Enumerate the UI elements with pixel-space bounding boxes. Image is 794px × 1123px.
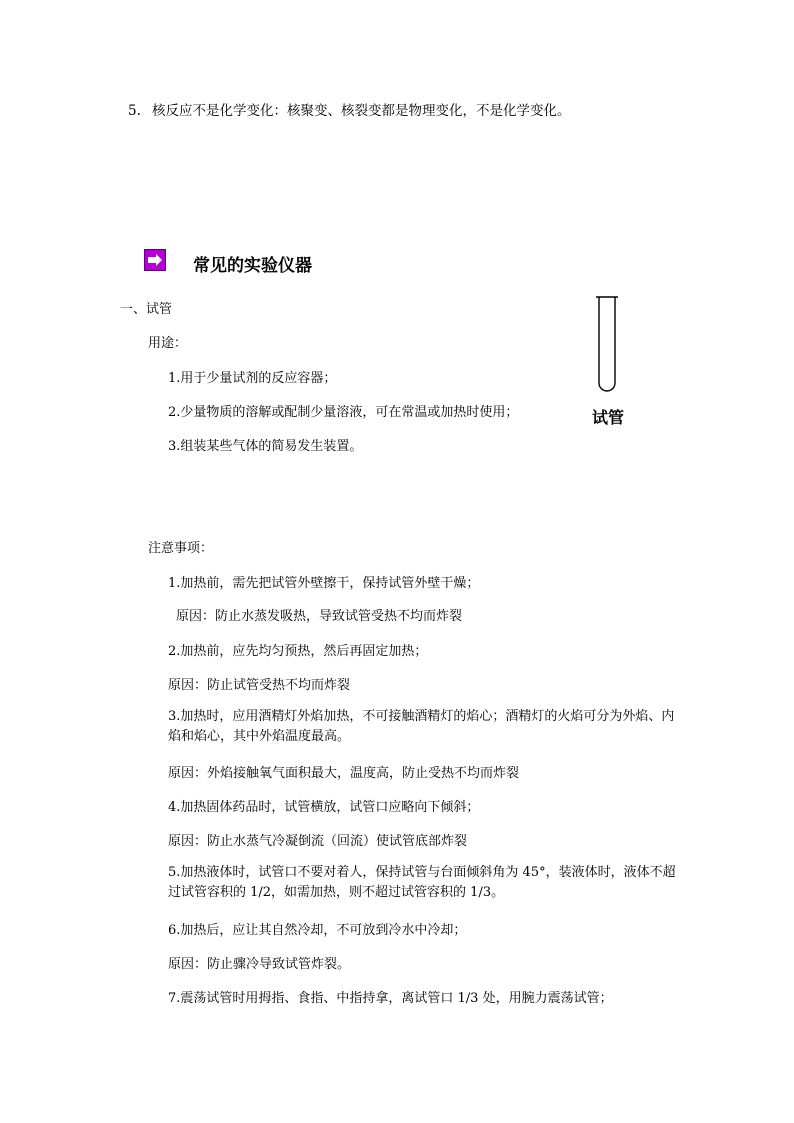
usage-item: 1.用于少量试剂的反应容器； (168, 371, 337, 386)
note-item: 6.加热后，应让其自然冷却，不可放到冷水中冷却； (168, 923, 467, 938)
usage-item: 3.组装某些气体的简易发生装置。 (168, 439, 363, 454)
note-reason: 原因：防止水蒸气冷凝倒流（回流）使试管底部炸裂 (168, 834, 468, 849)
note-item: 4.加热固体药品时，试管横放，试管口应略向下倾斜； (168, 800, 480, 815)
note-item: 5.加热液体时，试管口不要对着人，保持试管与台面倾斜角为 45°，装液体时，液体不超过试管容积的 1/2，如需加热，则不超过试管容积的 1/3。 (168, 865, 676, 900)
section-title: 一、试管 (120, 302, 173, 317)
notes-label: 注意事项： (148, 541, 214, 556)
note-reason: 原因：防止试管受热不均而炸裂 (168, 678, 351, 693)
test-tube-label: 试管 (592, 408, 625, 427)
note-item: 1.加热前，需先把试管外壁擦干，保持试管外壁干燥； (168, 576, 480, 591)
usage-label: 用途： (148, 336, 188, 351)
list-item-number: 5. (128, 103, 141, 119)
arrow-right-icon (144, 249, 166, 271)
note-reason: 原因：防止水蒸发吸热，导致试管受热不均而炸裂 (176, 609, 463, 624)
section-heading: 常见的实验仪器 (193, 256, 312, 276)
note-item: 3.加热时，应用酒精灯外焰加热，不可接触酒精灯的焰心；酒精灯的火焰可分为外焰、内焰和焰心，其中外焰温度最高。 (168, 709, 675, 744)
note-reason: 原因：外焰接触氧气面积最大，温度高，防止受热不均而炸裂 (168, 766, 520, 781)
test-tube-figure (592, 295, 622, 399)
list-item-5 (128, 99, 571, 119)
note-item: 7.震荡试管时用拇指、食指、中指持拿，离试管口 1/3 处，用腕力震荡试管； (168, 991, 613, 1006)
list-item-text: 核反应不是化学变化：核聚变、核裂变都是物理变化，不是化学变化。 (152, 103, 571, 119)
note-item: 2.加热前，应先均匀预热，然后再固定加热； (168, 644, 428, 659)
note-reason: 原因：防止骤冷导致试管炸裂。 (168, 957, 351, 972)
usage-item: 2.少量物质的溶解或配制少量溶液，可在常温或加热时使用； (168, 405, 519, 420)
